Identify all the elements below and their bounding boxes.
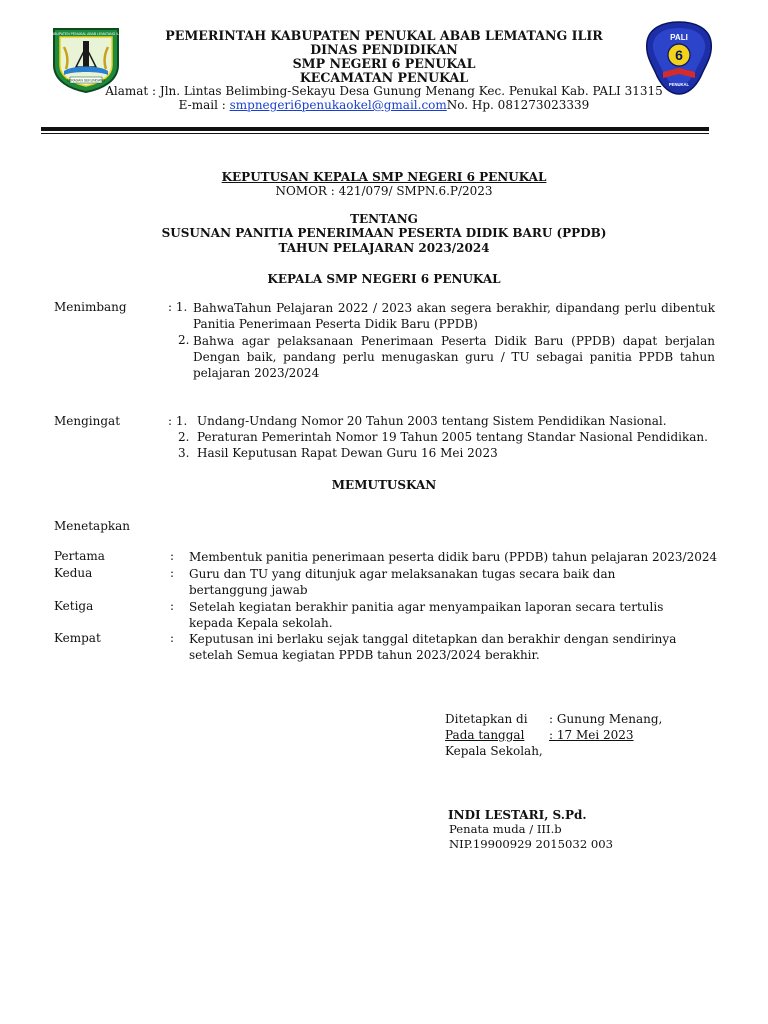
menimbang-item: Bahwa agar pelaksanaan Penerimaan Peserta Didik Baru (PPDB) dapat berjalan Dengan baik, pandang perlu menugaskan guru / TU sebagai panitia PPDB tahun pelajaran 2023/2024 (193, 334, 715, 380)
decision-label: Ketiga (54, 599, 94, 613)
mengingat-item: Undang-Undang Nomor 20 Tahun 2003 tentang Sistem Pendidikan Nasional. (197, 414, 667, 428)
letterhead-school: SMP NEGERI 6 PENUKAL (292, 56, 476, 71)
decision-text: Keputusan ini berlaku sejak tanggal ditetapkan dan berakhir dengan sendirinya setelah Semua kegiatan PPDB tahun 2023/2024 berakhir. (189, 632, 677, 662)
mengingat-item: Peraturan Pemerintah Nomor 19 Tahun 2005 tentang Standar Nasional Pendidikan. (197, 430, 708, 444)
decision-text: Membentuk panitia penerimaan peserta didik baru (PPDB) tahun pelajaran 2023/2024 (189, 550, 718, 564)
decree-heading: KEPUTUSAN KEPALA SMP NEGERI 6 PENUKAL (221, 170, 547, 184)
decision-label: Pertama (54, 549, 105, 563)
menimbang-item: BahwaTahun Pelajaran 2022 / 2023 akan segera berakhir, dipandang perlu dibentuk Panitia Penerimaan Peserta Didik Baru (PPDB) (193, 301, 715, 331)
signatory-nip: NIP.19900929 2015032 003 (449, 837, 614, 851)
mengingat-number: 2. (178, 430, 190, 444)
letterhead-contact (0, 98, 768, 112)
mengingat-item: Hasil Keputusan Rapat Dewan Guru 16 Mei 2023 (197, 446, 498, 460)
menetapkan-label: Menetapkan (54, 519, 131, 533)
email-label: E-mail : (178, 98, 230, 112)
svg-text:PENUKAL: PENUKAL (668, 82, 690, 87)
signature-place-value: : Gunung Menang, (549, 712, 663, 726)
phone-number: No. Hp. 081273023339 (446, 98, 590, 112)
decision-label: Kempat (54, 631, 101, 645)
menimbang-number: 2. (178, 333, 190, 347)
signature-position: Kepala Sekolah, (445, 744, 543, 758)
signatory-rank: Penata muda / III.b (449, 822, 562, 836)
signatory-name: INDI LESTARI, S.Pd. (448, 808, 587, 822)
svg-text:6: 6 (675, 47, 683, 63)
decree-year: TAHUN PELAJARAN 2023/2024 (278, 241, 490, 255)
decision-label: Kedua (54, 566, 93, 580)
svg-text:PALI: PALI (670, 33, 688, 42)
decision-colon: : (170, 631, 175, 645)
memutuskan-heading: MEMUTUSKAN (331, 478, 437, 492)
mengingat-number: : 1. (168, 414, 188, 428)
decision-text: Guru dan TU yang ditunjuk agar melaksanakan tugas secara baik dan bertanggung jawab (189, 567, 616, 597)
signature-place-label: Ditetapkan di (445, 712, 528, 726)
mengingat-label: Mengingat (54, 414, 121, 428)
decision-colon: : (170, 566, 175, 580)
decision-text: Setelah kegiatan berakhir panitia agar menyampaikan laporan secara tertulis kepada Kepala sekolah. (189, 600, 664, 630)
menimbang-number: : 1. (168, 300, 188, 314)
email-link[interactable]: smpnegeri6penukaokel@gmail.com (229, 98, 447, 112)
decree-number: NOMOR : 421/079/ SMPN.6.P/2023 (275, 184, 493, 198)
signature-date-value: : 17 Mei 2023 (549, 728, 634, 742)
menimbang-label: Menimbang (54, 300, 127, 314)
letterhead-agency: DINAS PENDIDIKAN (310, 42, 458, 57)
letterhead-address: Alamat : Jln. Lintas Belimbing-Sekayu Desa Gunung Menang Kec. Penukal Kab. PALI 31315 (105, 84, 663, 98)
decree-authority: KEPALA SMP NEGERI 6 PENUKAL (267, 272, 501, 286)
svg-text:SERASAN SEKUNDANG: SERASAN SEKUNDANG (66, 78, 106, 83)
letterhead-government: PEMERINTAH KABUPATEN PENUKAL ABAB LEMATANG ILIR (165, 28, 603, 43)
svg-text:KABUPATEN PENUKAL ABAB LEMATAN: KABUPATEN PENUKAL ABAB LEMATANG ILIR (50, 32, 122, 36)
decree-subject: SUSUNAN PANITIA PENERIMAAN PESERTA DIDIK BARU (PPDB) (161, 226, 607, 240)
decree-tentang: TENTANG (350, 212, 418, 226)
decision-colon: : (170, 549, 175, 563)
letterhead-rule-thin (41, 133, 709, 134)
signature-date-label: Pada tanggal (445, 728, 525, 742)
mengingat-number: 3. (178, 446, 190, 460)
letterhead-rule-thick (41, 127, 709, 131)
decision-colon: : (170, 599, 175, 613)
letterhead-district: KECAMATAN PENUKAL (299, 70, 469, 85)
